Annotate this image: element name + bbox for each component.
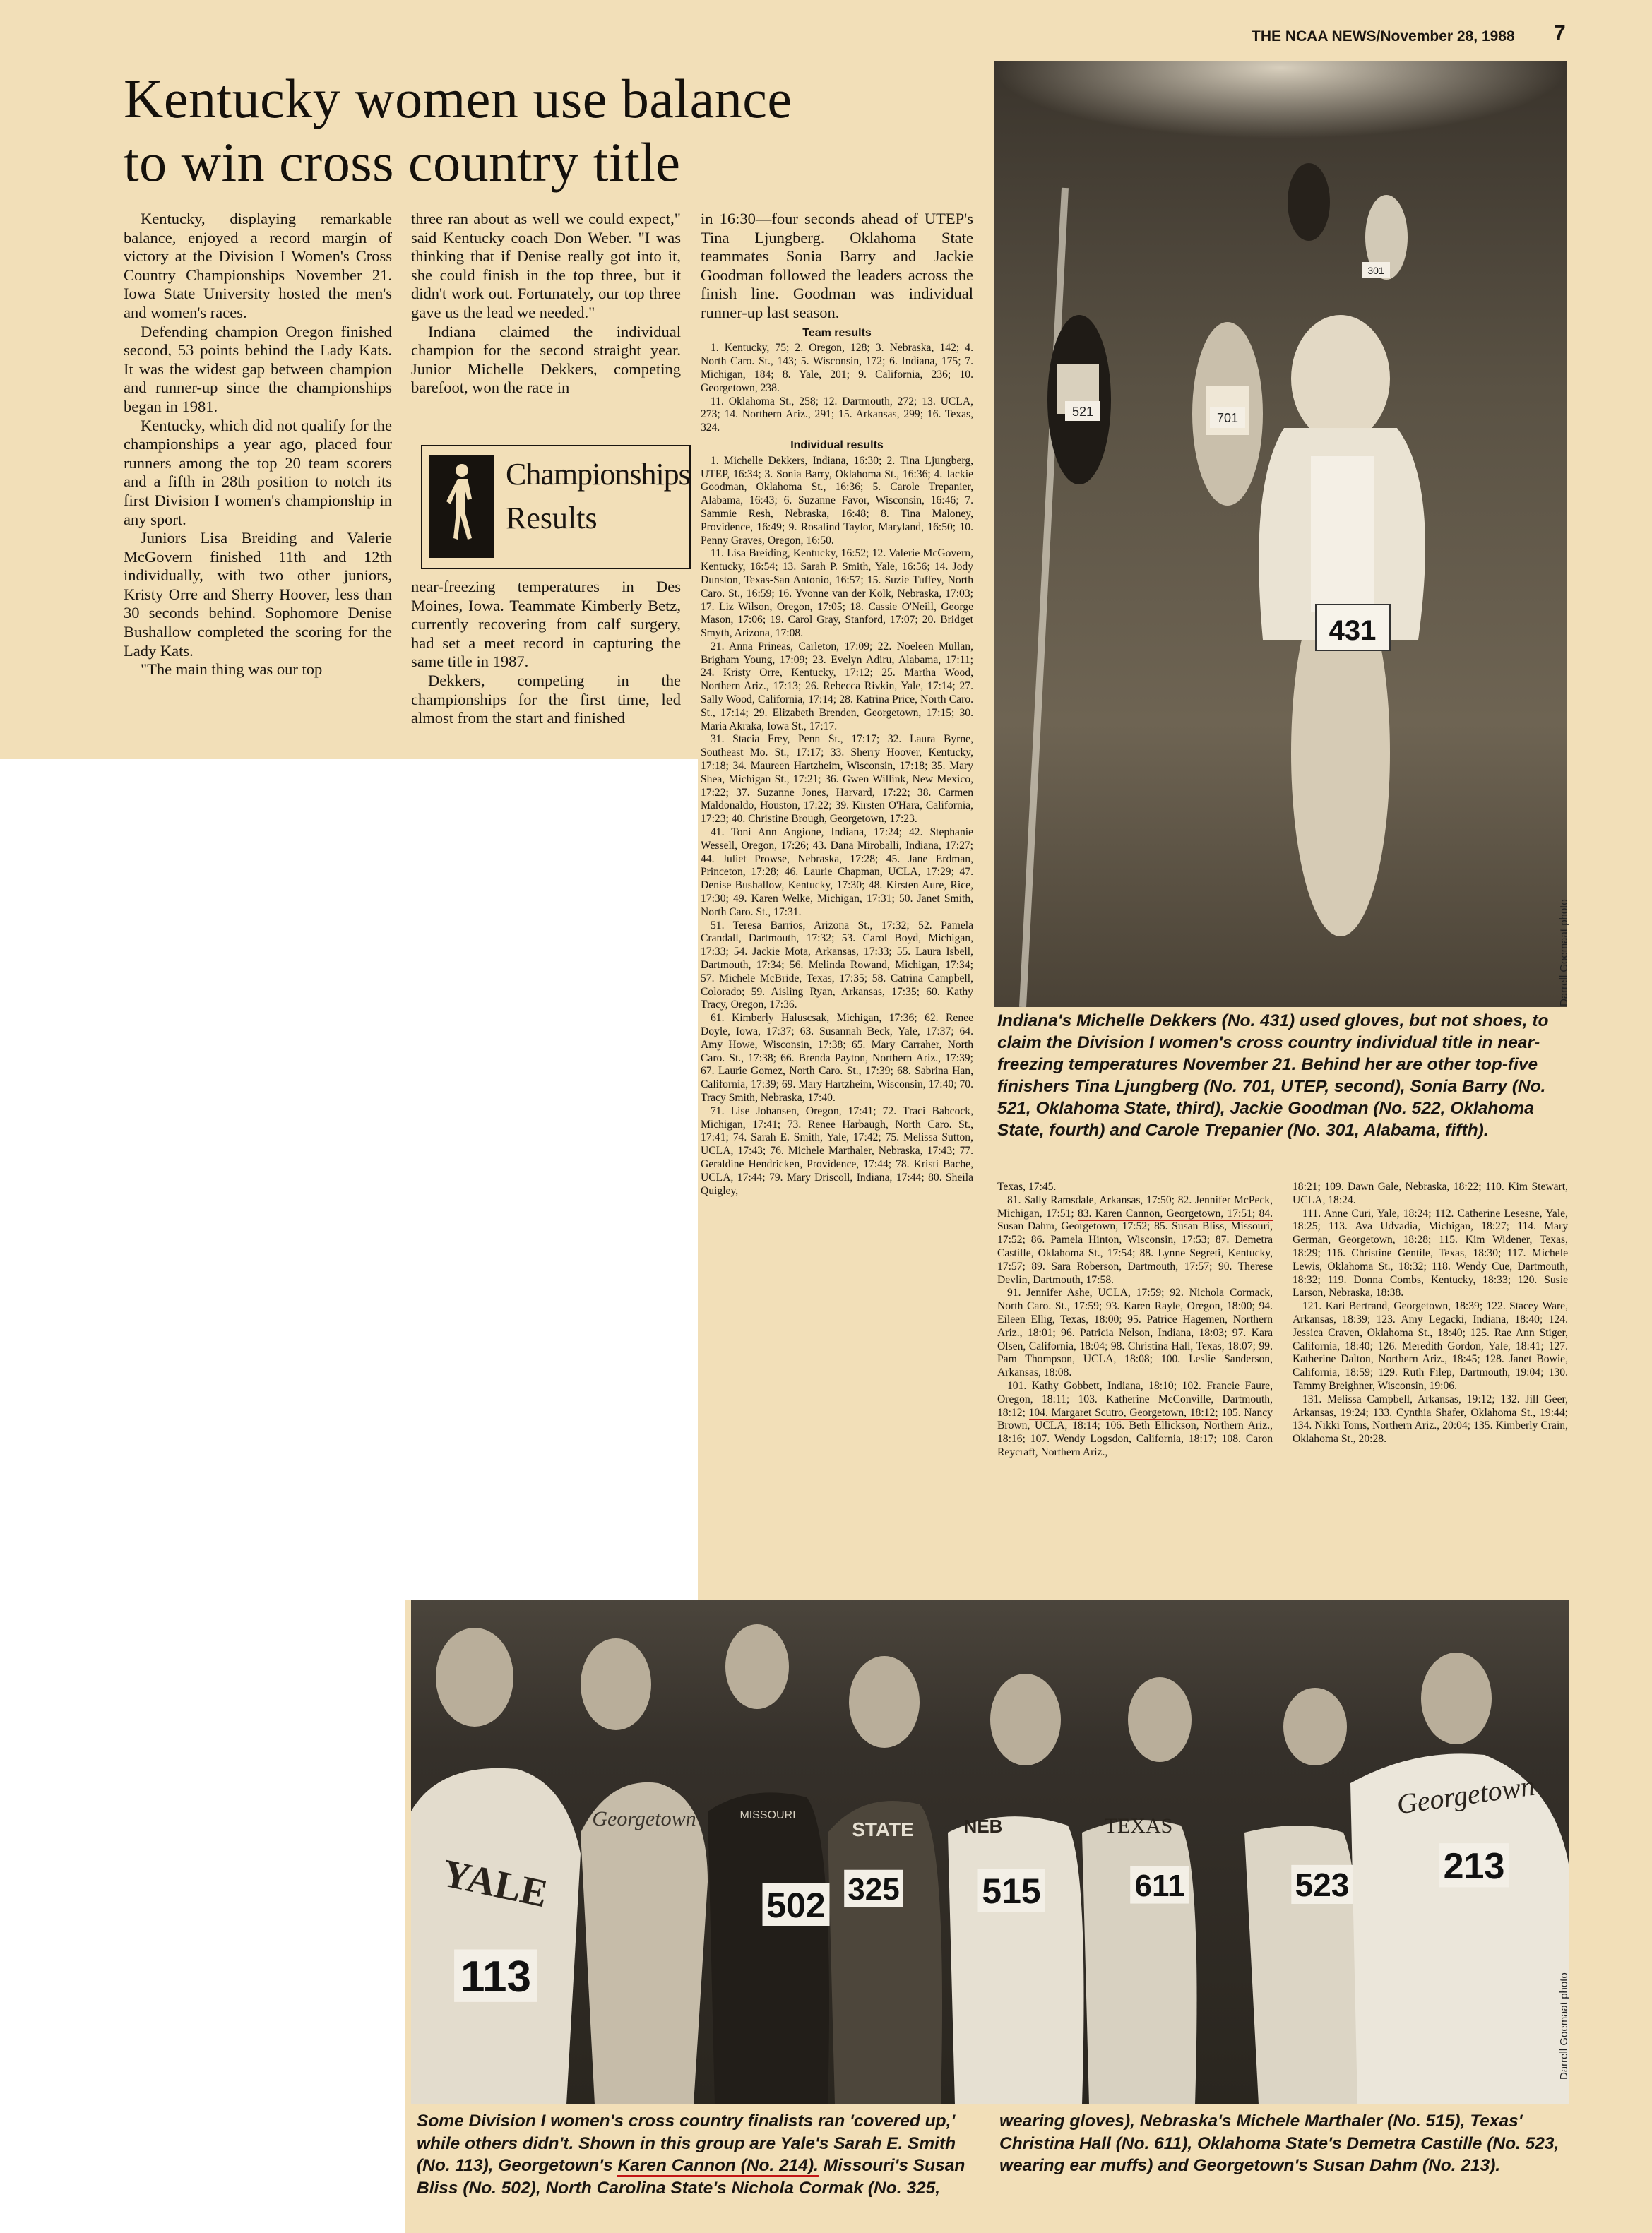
team-results-heading: Team results	[802, 326, 872, 339]
results-block: 21. Anna Prineas, Carleton, 17:09; 22. Noeleen Mullan, Brigham Young, 17:09; 23. Evelyn Adiru, Alabama, 17:11; 24. Kristy Orre, Kentucky, 17:12; 25. Martha Wood, Northern Ariz., 17:13; 26. Rebecca Rivkin, Yale, 17:14; 27. Sally Wood, California, 17:14; 28. Katrina Price, North Caro. St., 17:14; 29. Elizabeth Brenden, Georgetown, 17:15; 30. Maria Akraka, Iowa St., 17:17.	[701, 640, 973, 732]
bib-611: 611	[1134, 1869, 1185, 1903]
results-block: 41. Toni Ann Angione, Indiana, 17:24; 42. Stephanie Wessell, Oregon, 17:26; 43. Dana Miroballi, Indiana, 17:27; 44. Juliet Prowse, Nebraska, 17:28; 45. Jane Erdman, Princeton, 17:28; 46. Laurie Chapman, UCLA, 17:29; 47. Denise Bushallow, Kentucky, 17:30; 48. Kirsten Aure, Rice, 17:30; 49. Karen Welke, Michigan, 17:31; 50. Janet Smith, North Caro. St., 17:31.	[701, 826, 973, 918]
photo-dekkers-image	[994, 61, 1567, 1007]
photo-dekkers	[994, 61, 1567, 1007]
paragraph: Kentucky, displaying remarkable balance, enjoyed a record margin of victory at the Division I Women's Cross Country Championships November 21. Iowa State University hosted the men's and women's races.	[124, 210, 392, 321]
shirt-missouri: MISSOURI	[739, 1809, 796, 1821]
highlight-margaret-scutro: 104. Margaret Scutro, Georgetown, 18:12;	[1028, 1406, 1218, 1419]
headline-line-1: Kentucky women use balance	[124, 68, 792, 129]
results-block: 71. Lise Johansen, Oregon, 17:41; 72. Traci Babcock, Michigan, 17:41; 73. Renee Harbaugh, North Caro. St., 17:41; 74. Sarah E. Smith, Yale, 17:42; 75. Melissa Sutton, UCLA, 17:43; 76. Michele Marthaler, Nebraska, 17:43; 77. Geraldine Hendricken, Providence, 17:44; 78. Kristi Bache, UCLA, 17:44; 79. Mary Driscoll, Indiana, 17:44; 80. Sheila Quigley,	[701, 1104, 973, 1197]
highlight-karen-cannon: 83. Karen Cannon, Georgetown, 17:51; 84.	[1077, 1207, 1273, 1220]
results-block: 31. Stacia Frey, Penn St., 17:17; 32. Laura Byrne, Southeast Mo. St., 17:17; 33. Sherry Hoover, Kentucky, 17:18; 34. Maureen Hartzheim, Wisconsin, 17:18; 35. Mary Shea, Michigan St., 17:21; 36. Gwen Willink, New Mexico, 17:22; 37. Suzanne Jones, Harvard, 17:22; 38. Carmen Maldonaldo, Houston, 17:22; 39. Kirsten O'Hara, California, 17:23; 40. Christine Brough, Georgetown, 17:23.	[701, 733, 973, 826]
bib-301: 301	[1367, 265, 1384, 276]
bib-701: 701	[1216, 411, 1239, 425]
bib-515: 515	[982, 1871, 1041, 1911]
results-team	[701, 327, 973, 1198]
shirt-georgetown-left: Georgetown	[592, 1807, 696, 1830]
paragraph: "The main thing was our top	[141, 660, 323, 679]
paragraph: Indiana claimed the individual champion for the second straight year. Junior Michelle Dekkers, competing barefoot, won the race in	[411, 322, 681, 397]
article-column-2-top	[411, 210, 681, 436]
bib-521: 521	[1071, 405, 1094, 419]
bib-213: 213	[1443, 1846, 1505, 1887]
paragraph: Kentucky, which did not qualify for the championships a year ago, placed four runners among the top 20 team scorers and a fifth in 28th position to notch its first Division I women's championship in any sport.	[124, 416, 392, 528]
highlight-karen-cannon-caption: Karen Cannon (No. 214).	[617, 2156, 819, 2175]
paragraph: Defending champion Oregon finished second, 53 points behind the Lady Kats. It was the widest gap between champion and runner-up since the championships began in 1981.	[124, 322, 392, 415]
photo2-credit: Darrell Goemaat photo	[1558, 1972, 1570, 2080]
results-block: 131. Melissa Campbell, Arkansas, 19:12; 132. Jill Geer, Arkansas, 19:24; 133. Cynthia Shafer, Oklahoma St., 19:44; 134. Nikki Toms, Northern Ariz., 20:04; 135. Kimberly Crain, Oklahoma St., 20:28.	[1293, 1393, 1568, 1446]
bib-113: 113	[460, 1953, 532, 2001]
results-column-5	[1293, 1181, 1568, 1576]
runner-icon	[429, 455, 494, 558]
article-column-3	[701, 210, 973, 1576]
results-block: 121. Kari Bertrand, Georgetown, 18:39; 122. Stacey Ware, Arkansas, 18:39; 123. Amy Legacki, Indiana, 18:40; 124. Jessica Craven, Oklahoma St., 18:40; 125. Rae Ann Stiger, California, 18:40; 126. Meredith Gordon, Yale, 18:41; 127. Katherine Dalton, Northern Ariz., 18:45; 128. Janet Bowie, California, 18:59; 129. Ruth Filep, Dartmouth, 19:04; 130. Tammy Breighner, Wisconsin, 19:06.	[1293, 1300, 1568, 1392]
individual-results-heading: Individual results	[790, 439, 884, 451]
photo1-credit: Darrell Goemaat photo	[1558, 899, 1570, 1006]
shirt-yale: YALE	[438, 1851, 552, 1917]
results-block	[997, 1380, 1273, 1460]
results-text: Susan Dahm, Georgetown, 17:52; 85. Susan Bliss, Missouri, 17:52; 86. Pamela Hinton, Wisconsin, 17:53; 87. Demetra Castille, Oklahoma St., 17:54; 88. Lynne Segreti, Kentucky, 17:57; 89. Sara Roberson, Dartmouth, 17:57; 90. Therese Devlin, Dartmouth, 17:58.	[997, 1220, 1273, 1286]
results-text: 101. Kathy Gobbett, Indiana, 18:10; 102. Francie Faure, Oregon, 18:11; 103. Katherine McConville, Dartmouth, 18:12;	[997, 1379, 1273, 1419]
results-block: 91. Jennifer Ashe, UCLA, 17:59; 92. Nichola Cormack, North Caro. St., 17:59; 93. Karen Rayle, Oregon, 18:00; 94. Eileen Ellig, Texas, 18:00; 95. Patrice Hagemen, Northern Ariz., 18:01; 96. Patricia Nelson, Indiana, 18:03; 97. Kara Olsen, California, 18:04; 98. Christina Hall, Texas, 18:07; 99. Pam Thompson, UCLA, 18:08; 100. Leslie Sanderson, Arkansas, 18:08.	[997, 1287, 1273, 1379]
results-block: 1. Michelle Dekkers, Indiana, 16:30; 2. Tina Ljungberg, UTEP, 16:34; 3. Sonia Barry, Oklahoma St., 16:36; 4. Jackie Goodman, Oklahoma St., 16:36; 5. Carole Trepanier, Alabama, 16:43; 6. Suzanne Favor, Wisconsin, 16:46; 7. Sammie Resh, Nebraska, 16:48; 8. Tina Maloney, Providence, 16:49; 9. Rosalind Taylor, Maryland, 16:50; 10. Penny Graves, Oregon, 16:50.	[701, 454, 973, 547]
paragraph: in 16:30—four seconds ahead of UTEP's Tina Ljungberg. Oklahoma State teammates Sonia Barry and Jackie Goodman followed the leaders across the finish line. Goodman was individual runner-up last season.	[701, 210, 973, 321]
logo-box	[429, 455, 494, 558]
bib-502: 502	[766, 1886, 826, 1925]
headline	[124, 67, 992, 194]
results-block: 11. Lisa Breiding, Kentucky, 16:52; 12. Valerie McGovern, Kentucky, 16:54; 13. Sarah P. Smith, Yale, 16:56; 14. Jody Dunston, Texas-San Antonio, 16:57; 15. Suzie Tuffey, North Caro. St., 16:59; 16. Yvonne van der Kolk, Nebraska, 17:03; 17. Liz Wilson, Oregon, 17:05; 18. Cassie O'Neill, George Mason, 17:06; 19. Carol Gray, Stanford, 17:07; 20. Bridget Smyth, Arizona, 17:08.	[701, 547, 973, 640]
results-text: 105. Nancy Brown, UCLA, 18:14; 106. Beth Ellickson, Northern Ariz., 18:16; 107. Wendy Logsdon, California, 18:17; 108. Caron Reycraft, Northern Ariz.,	[997, 1406, 1273, 1458]
paragraph: near-freezing temperatures in Des Moines, Iowa. Teammate Kimberly Betz, currently recovering from calf surgery, had set a meet record in capturing the same title in 1987.	[411, 578, 681, 671]
results-column-4	[997, 1181, 1273, 1576]
photo2-caption	[417, 2110, 1561, 2230]
photo1-caption: Indiana's Michelle Dekkers (No. 431) used gloves, but not shoes, to claim the Division I women's cross country individual title in near-freezing temperatures November 21. Behind her are other top-five finishers Tina Ljungberg (No. 701, UTEP, second), Sonia Barry (No. 521, Oklahoma State, third), Jackie Goodman (No. 522, Oklahoma State, fourth) and Carole Trepanier (No. 301, Alabama, fifth).	[997, 1011, 1549, 1140]
headline-line-2: to win cross country title	[124, 131, 681, 193]
shirt-nebraska: NEB	[963, 1816, 1003, 1837]
results-block: 11. Oklahoma St., 258; 12. Dartmouth, 272; 13. UCLA, 273; 14. Northern Ariz., 291; 15. Arkansas, 299; 16. Texas, 324.	[701, 395, 973, 434]
championships-results-logo	[421, 445, 691, 569]
paragraph: Juniors Lisa Breiding and Valerie McGovern finished 11th and 12th individually, with two other juniors, Kristy Orre and Sherry Hoover, less than 30 seconds behind. Sophomore Denise Bushallow completed the scoring for the Lady Kats.	[124, 529, 392, 660]
paragraph: three ran about as well we could expect," said Kentucky coach Don Weber. "I was thinking that if Denise really got into it, she could finish in the top three, but it didn't work out. Fortunately, our top three gave us the lead we needed."	[411, 210, 681, 321]
results-block: 51. Teresa Barrios, Arizona St., 17:32; 52. Pamela Crandall, Dartmouth, 17:32; 53. Carol Boyd, Michigan, 17:33; 54. Jackie Mota, Arkansas, 17:33; 55. Laura Isbell, Dartmouth, 17:34; 56. Melinda Rowand, Michigan, 17:34; 57. Michele McBride, Texas, 17:35; 58. Catrina Campbell, Colorado; 59. Aisling Ryan, Arkansas, 17:35; 60. Kathy Tracy, Oregon, 17:36.	[701, 919, 973, 1011]
logo-title-1: Championships	[506, 457, 690, 492]
shirt-georgetown-right: Georgetown	[1394, 1769, 1537, 1821]
bib-523: 523	[1295, 1866, 1350, 1903]
caption-text: Some Division I women's cross country finalists ran 'covered up,' while others didn't. Shown in this group are Yale's Sarah E. Smith (No. 113), Georgetown's	[417, 2112, 956, 2175]
shirt-state: STATE	[852, 1818, 914, 1840]
photo-finalists	[411, 1600, 1569, 2104]
running-head: THE NCAA NEWS/November 28, 1988	[1252, 28, 1515, 44]
results-block: Texas, 17:45.	[997, 1181, 1057, 1193]
results-block: 1. Kentucky, 75; 2. Oregon, 128; 3. Nebraska, 142; 4. North Caro. St., 143; 5. Wisconsin, 172; 6. Indiana, 175; 7. Michigan, 184; 8. Yale, 201; 9. California, 236; 10. Georgetown, 238.	[701, 342, 973, 394]
article-column-2-bottom	[411, 578, 681, 751]
page-number: 7	[1554, 21, 1566, 44]
results-block: 61. Kimberly Haluscsak, Michigan, 17:36; 62. Renee Doyle, Iowa, 17:37; 63. Susannah Beck, Yale, 17:37; 64. Amy Howe, Wisconsin, 17:38; 65. Mary Carraher, North Caro. St., 17:38; 66. Brenda Payton, Northern Ariz., 17:39; 67. Laurie Gomez, North Caro. St., 17:39; 68. Sabrina Han, California, 17:39; 69. Mary Hartzheim, Wisconsin, 17:40; 70. Tracy Smith, Nebraska, 17:40.	[701, 1012, 973, 1104]
bib-325: 325	[848, 1872, 900, 1907]
results-block: 111. Anne Curi, Yale, 18:24; 112. Catherine Lesesne, Yale, 18:25; 113. Ava Udvadia, Michigan, 18:27; 114. Mary German, Georgetown, 18:28; 115. Kim Widener, Texas, 18:29; 116. Christine Gentile, Texas, 18:30; 117. Michele Lewis, Oklahoma St., 18:32; 118. Wendy Cue, Dartmouth, 18:32; 119. Donna Combs, Kentucky, 18:33; 120. Susie Larson, Nebraska, 18:38.	[1293, 1207, 1568, 1299]
bib-431: 431	[1329, 615, 1377, 646]
article-column-1	[124, 210, 392, 750]
logo-title-2: Results	[506, 501, 598, 535]
caption-text: Missouri's Susan Bliss (No. 502), North Carolina State's Nichola Cormak (No. 325, wearing gloves), Nebraska's Michele Marthaler (No. 515), Texas' Christina Hall (No. 611), Oklahoma State's Demetra Castille (No. 523, wearing ear muffs) and Georgetown's Susan Dahm (No. 213).	[417, 2112, 1559, 2198]
photo-finalists-image	[411, 1600, 1569, 2104]
results-block	[997, 1194, 1273, 1287]
results-block: 18:21; 109. Dawn Gale, Nebraska, 18:22; 110. Kim Stewart, UCLA, 18:24.	[1293, 1181, 1568, 1206]
paragraph: Dekkers, competing in the championships for the first time, led almost from the start and finished	[411, 671, 681, 727]
shirt-texas: TEXAS	[1104, 1814, 1173, 1838]
results-text: 81. Sally Ramsdale, Arkansas, 17:50; 82. Jennifer McPeck, Michigan, 17:51;	[997, 1193, 1273, 1220]
